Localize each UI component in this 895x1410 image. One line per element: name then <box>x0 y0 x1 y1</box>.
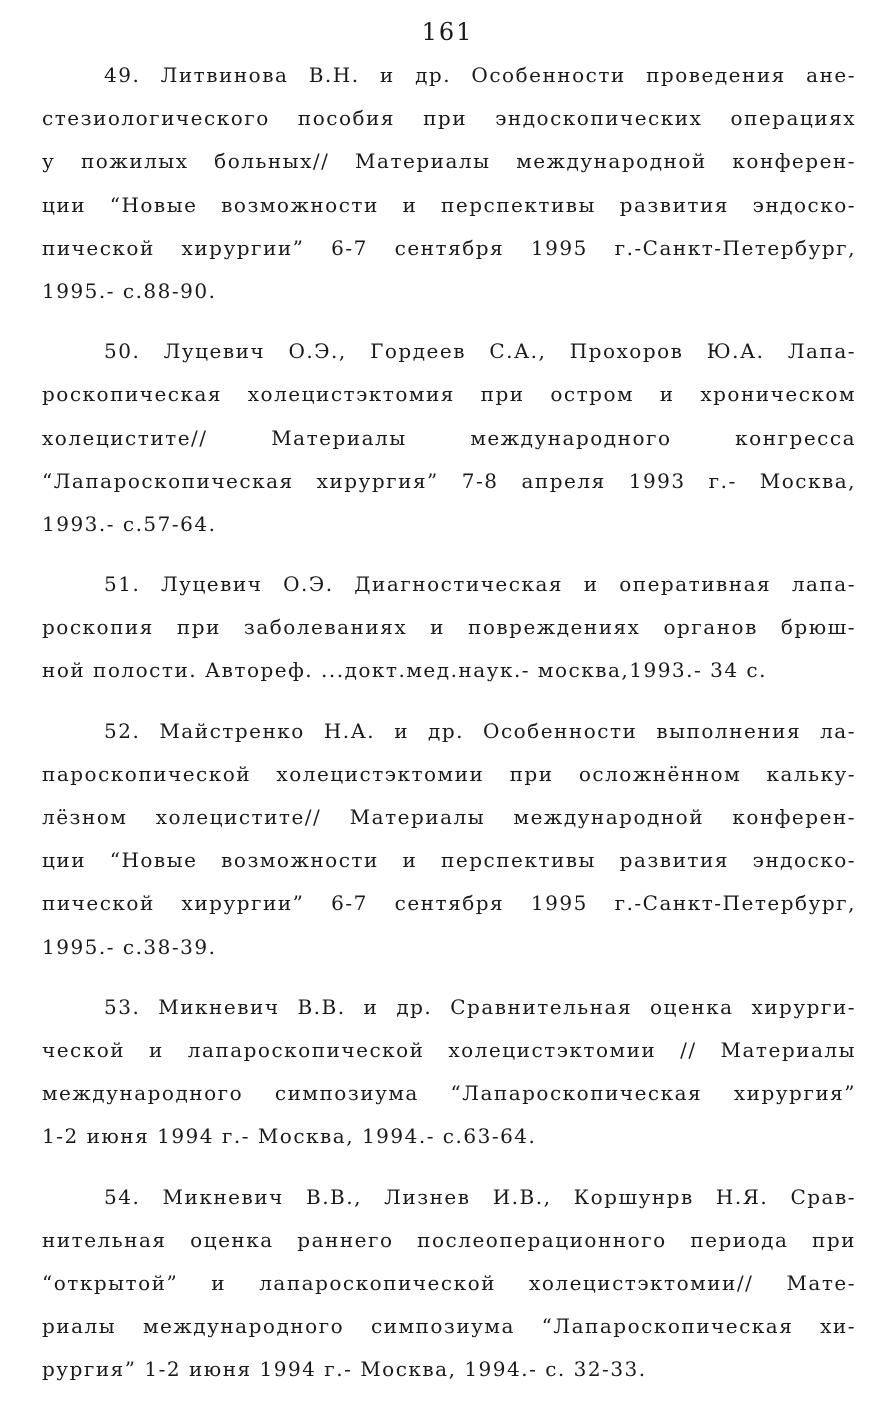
reference-line: ной полости. Автореф. ...докт.мед.наук.- москва,1993.- 34 с. <box>42 658 767 683</box>
reference-line: 1-2 июня 1994 г.- Москва, 1994.- с.63-64. <box>42 1124 537 1149</box>
reference-line: роскопическая холецистэктомия при остром и хроническом <box>42 382 856 407</box>
reference-line: пароскопической холецистэктомии при осложнённом кальку- <box>42 761 856 786</box>
reference-item-52 <box>42 710 856 969</box>
reference-line: роскопия при заболеваниях и повреждениях органов брюш- <box>42 615 856 640</box>
reference-line: 52. Майстренко Н.А. и др. Особенности выполнения ла- <box>104 718 856 743</box>
reference-line: 1993.- с.57-64. <box>42 511 217 536</box>
reference-list <box>42 54 856 1408</box>
reference-line: холецистите// Материалы международного конгресса <box>42 425 856 450</box>
reference-item-49 <box>42 54 856 313</box>
reference-line: пической хирургии” 6-7 сентября 1995 г.-Санкт-Петербург, <box>42 235 856 260</box>
reference-line: 54. Микневич В.В., Лизнев И.В., Коршунрв Н.Я. Срав- <box>104 1184 856 1209</box>
reference-line: нительная оценка раннего послеоперационного периода при <box>42 1227 856 1252</box>
reference-item-53 <box>42 986 856 1159</box>
reference-line: 49. Литвинова В.Н. и др. Особенности проведения ане- <box>104 63 856 87</box>
reference-line: лёзном холецистите// Материалы международной конферен- <box>42 805 856 829</box>
reference-line: 51. Луцевич О.Э. Диагностическая и оперативная лапа- <box>104 572 856 597</box>
reference-line: ции “Новые возможности и перспективы развития эндоско- <box>42 192 856 217</box>
page-number: 161 <box>421 18 474 46</box>
reference-line: 1995.- с.88-90. <box>42 278 217 303</box>
reference-line: 50. Луцевич О.Э., Гордеев С.А., Прохоров Ю.А. Лапа- <box>104 339 856 364</box>
reference-line: пической хирургии” 6-7 сентября 1995 г.-Санкт-Петербург, <box>42 891 856 916</box>
reference-line: рургия” 1-2 июня 1994 г.- Москва, 1994.- с. 32-33. <box>42 1357 647 1382</box>
reference-line: у пожилых больных// Материалы международной конферен- <box>42 149 856 174</box>
reference-line: риалы международного симпозиума “Лапароскопическая хи- <box>42 1314 856 1339</box>
reference-item-51 <box>42 563 856 693</box>
reference-line: “открытой” и лапароскопической холецистэктомии// Мате- <box>42 1270 856 1295</box>
reference-item-50 <box>42 330 856 546</box>
reference-item-54 <box>42 1176 856 1392</box>
reference-line: стезиологического пособия при эндоскопических операциях <box>42 106 856 131</box>
reference-line: ческой и лапароскопической холецистэктомии // Материалы <box>42 1037 856 1062</box>
reference-line: 1995.- с.38-39. <box>42 934 217 959</box>
reference-line: ции “Новые возможности и перспективы развития эндоско- <box>42 848 856 873</box>
reference-line: 53. Микневич В.В. и др. Сравнительная оценка хирурги- <box>104 994 856 1019</box>
reference-line: “Лапароскопическая хирургия” 7-8 апреля 1993 г.- Москва, <box>42 468 856 493</box>
reference-line: международного симпозиума “Лапароскопическая хирургия” <box>42 1081 856 1106</box>
